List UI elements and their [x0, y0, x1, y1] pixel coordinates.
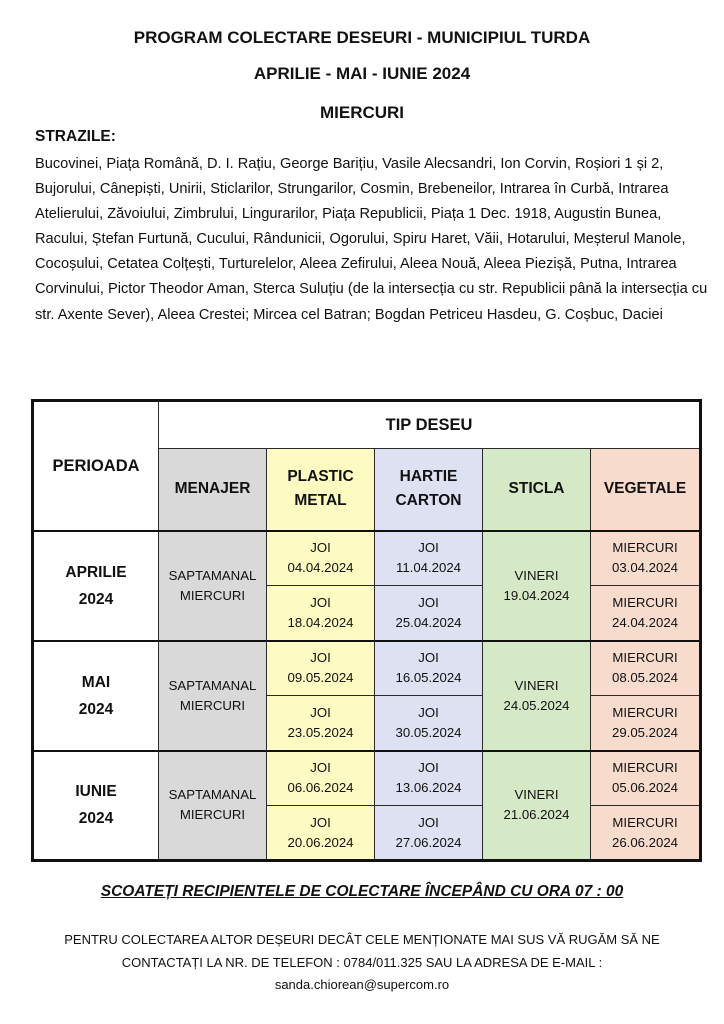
hartie-date-cell: JOI 11.04.2024	[375, 531, 483, 586]
footer-line-1: PENTRU COLECTAREA ALTOR DEȘEURI DECÂT CELE MENȚIONATE MAI SUS VĂ RUGĂM SĂ NE	[64, 932, 660, 947]
contact-email: sanda.chiorean@supercom.ro	[274, 977, 450, 992]
menajer-cell: SAPTAMANAL MIERCURI	[159, 641, 267, 751]
plastic-date-cell: JOI 04.04.2024	[267, 531, 375, 586]
vegetale-date-cell: MIERCURI 24.04.2024	[591, 586, 701, 641]
month-may: MAI 2024	[33, 641, 159, 751]
plastic-date-cell: JOI 18.04.2024	[267, 586, 375, 641]
footer-line-2: CONTACTAȚI LA NR. DE TELEFON : 0784/011.325 SAU LA ADRESA DE E-MAIL :	[121, 954, 603, 970]
hartie-date-cell: JOI 25.04.2024	[375, 586, 483, 641]
day-subtitle: MIERCURI	[319, 103, 405, 122]
vegetale-date-cell: MIERCURI 03.04.2024	[591, 531, 701, 586]
hartie-date-cell: JOI 30.05.2024	[375, 696, 483, 751]
sticla-date-cell: VINERI 24.05.2024	[483, 641, 591, 751]
vegetale-date-cell: MIERCURI 08.05.2024	[591, 641, 701, 696]
hartie-date-cell: JOI 27.06.2024	[375, 806, 483, 861]
col-vegetale: VEGETALE	[591, 449, 701, 531]
period-subtitle: APRILIE - MAI - IUNIE 2024	[253, 64, 471, 83]
col-hartie-carton: HARTIE CARTON	[375, 449, 483, 531]
collection-schedule-table	[31, 399, 702, 862]
menajer-cell: SAPTAMANAL MIERCURI	[159, 531, 267, 641]
month-april: APRILIE 2024	[33, 531, 159, 641]
vegetale-date-cell: MIERCURI 29.05.2024	[591, 696, 701, 751]
vegetale-date-cell: MIERCURI 26.06.2024	[591, 806, 701, 861]
waste-type-header: TIP DESEU	[159, 401, 701, 449]
plastic-date-cell: JOI 23.05.2024	[267, 696, 375, 751]
col-plastic-metal: PLASTIC METAL	[267, 449, 375, 531]
hartie-date-cell: JOI 13.06.2024	[375, 751, 483, 806]
col-sticla: STICLA	[483, 449, 591, 531]
streets-label: STRAZILE:	[35, 128, 116, 145]
col-menajer: MENAJER	[159, 449, 267, 531]
menajer-cell: SAPTAMANAL MIERCURI	[159, 751, 267, 861]
vegetale-date-cell: MIERCURI 05.06.2024	[591, 751, 701, 806]
month-june: IUNIE 2024	[33, 751, 159, 861]
page-title: PROGRAM COLECTARE DESEURI - MUNICIPIUL TURDA	[133, 28, 591, 47]
streets-list: Bucovinei, Piața Română, D. I. Rațiu, George Barițiu, Vasile Alecsandri, Ion Corvin, Roșiori 1 și 2, Bujorului, Cânepiști, Unirii, Sticlarilor, Strungarilor, Cosmin, Brebeneilor, Intrarea în Curbă, Intrarea Atelierului, Zăvoiului, Zimbrului, Lingurarilor, Piața Republicii, Piața 1 Dec. 1918, Augustin Bunea, Racului, Ștefan Furtună, Cucului, Rândunicii, Ogorului, Spiru Haret, Văii, Hotarului, Meșterul Manole, Cocoșului, Cetatea Colțești, Turturelelor, Aleea Zefirului, Aleea Nouă, Aleea Piezișă, Putna, Intrarea Corvinului, Pictor Theodor Aman, Sterca Suluțiu (de la intersecția cu str. Republicii până la intersecția cu str. Axente Sever), Aleea Crestei; Mircea cel Batran; Bogdan Petriceu Hasdeu, G. Coșbuc, Daciei	[35, 156, 708, 323]
plastic-date-cell: JOI 09.05.2024	[267, 641, 375, 696]
sticla-date-cell: VINERI 19.04.2024	[483, 531, 591, 641]
plastic-date-cell: JOI 06.06.2024	[267, 751, 375, 806]
contact-footer	[20, 929, 704, 997]
period-header: PERIOADA	[33, 401, 159, 531]
hartie-date-cell: JOI 16.05.2024	[375, 641, 483, 696]
sticla-date-cell: VINERI 21.06.2024	[483, 751, 591, 861]
plastic-date-cell: JOI 20.06.2024	[267, 806, 375, 861]
collection-time-notice: SCOATEȚI RECIPIENTELE DE COLECTARE ÎNCEPÂND CU ORA 07 : 00	[100, 883, 624, 900]
